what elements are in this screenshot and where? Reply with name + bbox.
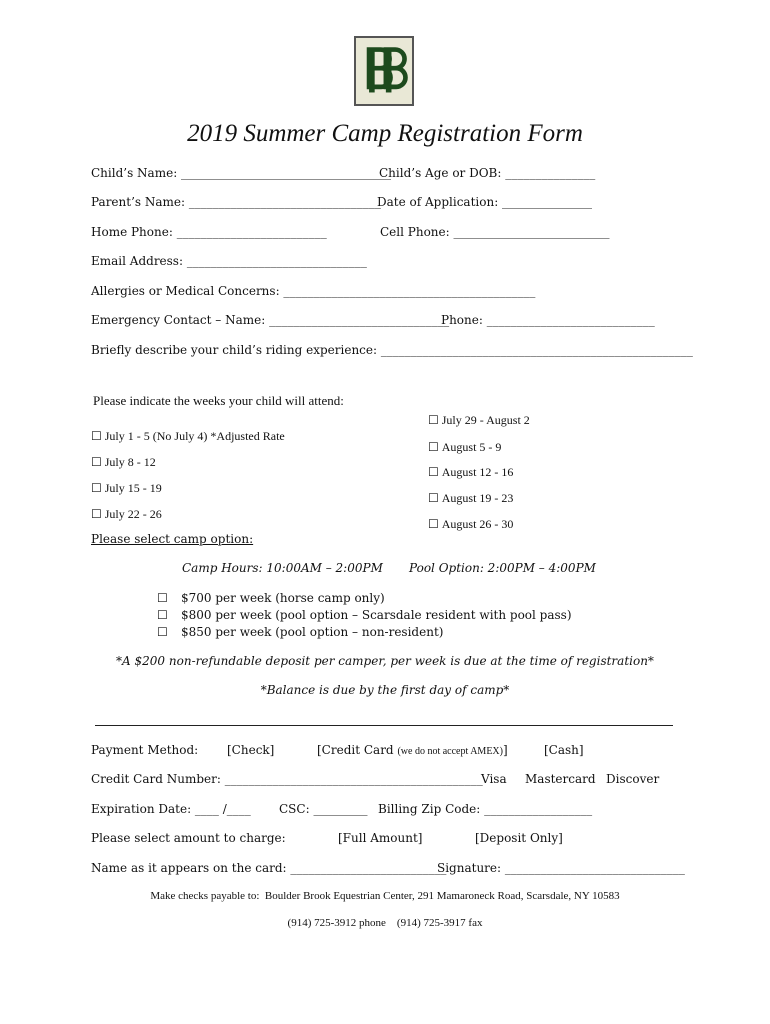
checkbox-icon[interactable]: ☐ [91, 429, 102, 443]
camp-option-checkbox-icon[interactable]: ☐ [157, 591, 168, 605]
payment-method-label: Payment Method: [91, 743, 199, 757]
checkbox-icon[interactable]: ☐ [428, 491, 439, 505]
camp-option-label-2: $850 per week (pool option – non-resident) [181, 625, 444, 639]
week-label: August 5 - 9 [441, 440, 502, 454]
week-label: July 22 - 26 [104, 507, 162, 521]
weeks-prompt: Please indicate the weeks your child will attend: [93, 393, 344, 408]
allergies-field[interactable]: Allergies or Medical Concerns: __________________________________________ [91, 284, 536, 298]
checkbox-icon[interactable]: ☐ [428, 517, 439, 531]
week-label: July 8 - 12 [104, 455, 156, 469]
discover-option[interactable]: Discover [606, 772, 660, 786]
credit-card-note: (we do not accept AMEX) [397, 746, 503, 757]
pool-hours: Pool Option: 2:00PM – 4:00PM [409, 561, 596, 575]
week-right-3[interactable] [428, 491, 513, 506]
week-right-2[interactable] [428, 465, 513, 480]
amount-label: Please select amount to charge: [91, 831, 286, 845]
week-right-0[interactable] [428, 413, 530, 428]
full-amount-option[interactable]: [Full Amount] [338, 831, 423, 845]
zip-field[interactable]: Billing Zip Code: __________________ [378, 802, 593, 816]
credit-card-close: ] [502, 743, 508, 757]
credit-card-option[interactable] [317, 743, 508, 757]
visa-option[interactable]: Visa [481, 772, 507, 786]
week-label: July 15 - 19 [104, 481, 162, 495]
riding-experience-field[interactable]: Briefly describe your child’s riding experience: ____________________________________________________ [91, 343, 693, 357]
credit-card-label: [Credit Card [317, 743, 394, 757]
payable-note: Make checks payable to: Boulder Brook Equestrian Center, 291 Mamaroneck Road, Scarsdale, NY 10583 [150, 890, 620, 902]
checkbox-icon[interactable]: ☐ [428, 440, 439, 454]
week-label: August 12 - 16 [441, 465, 514, 479]
bb-logo [354, 36, 414, 106]
balance-note: *Balance is due by the first day of camp* [260, 683, 510, 697]
week-left-2[interactable] [91, 481, 162, 496]
signature-field[interactable]: Signature: ______________________________ [437, 861, 685, 875]
checkbox-icon[interactable]: ☐ [91, 507, 102, 521]
parent-name-field[interactable]: Parent’s Name: ________________________________ [91, 195, 381, 209]
checkbox-icon[interactable]: ☐ [428, 465, 439, 479]
csc-field[interactable]: CSC: _________ [279, 802, 368, 816]
check-option[interactable]: [Check] [227, 743, 275, 757]
cash-option[interactable]: [Cash] [544, 743, 584, 757]
camp-hours: Camp Hours: 10:00AM – 2:00PM [182, 561, 383, 575]
deposit-only-option[interactable]: [Deposit Only] [475, 831, 563, 845]
email-field[interactable]: Email Address: ______________________________ [91, 254, 367, 268]
child-name-field[interactable]: Child’s Name: ___________________________________ [91, 166, 392, 180]
week-label: July 29 - August 2 [441, 413, 530, 427]
week-right-1[interactable] [428, 440, 501, 455]
week-label: July 1 - 5 (No July 4) *Adjusted Rate [104, 429, 285, 443]
cell-phone-field[interactable]: Cell Phone: __________________________ [380, 225, 610, 239]
contact-phones: (914) 725-3912 phone (914) 725-3917 fax [287, 917, 483, 929]
camp-option-checkbox-icon[interactable]: ☐ [157, 608, 168, 622]
emergency-name-field[interactable]: Emergency Contact – Name: ______________________________ [91, 313, 450, 327]
week-left-0[interactable] [91, 429, 285, 444]
checkbox-icon[interactable]: ☐ [91, 481, 102, 495]
week-label: August 19 - 23 [441, 491, 514, 505]
checkbox-icon[interactable]: ☐ [91, 455, 102, 469]
camp-option-label-0: $700 per week (horse camp only) [181, 591, 385, 605]
week-left-3[interactable] [91, 507, 162, 522]
name-on-card-field[interactable]: Name as it appears on the card: __________________________ [91, 861, 447, 875]
week-right-4[interactable] [428, 517, 513, 532]
form-title: 2019 Summer Camp Registration Form [187, 120, 583, 147]
home-phone-field[interactable]: Home Phone: _________________________ [91, 225, 327, 239]
checkbox-icon[interactable]: ☐ [428, 413, 439, 427]
child-age-field[interactable]: Child’s Age or DOB: _______________ [379, 166, 596, 180]
camp-option-label-1: $800 per week (pool option – Scarsdale resident with pool pass) [181, 608, 572, 622]
camp-option-checkbox-icon[interactable]: ☐ [157, 625, 168, 639]
week-left-1[interactable] [91, 455, 156, 470]
deposit-note: *A $200 non-refundable deposit per camper, per week is due at the time of registration* [116, 654, 654, 668]
card-number-field[interactable]: Credit Card Number: ___________________________________________ [91, 772, 483, 786]
bb-logo-icon [356, 38, 412, 104]
emergency-phone-field[interactable]: Phone: ____________________________ [441, 313, 655, 327]
mastercard-option[interactable]: Mastercard [525, 772, 596, 786]
expiration-field[interactable]: Expiration Date: ____ /____ [91, 802, 251, 816]
camp-option-label: Please select camp option: [91, 532, 254, 546]
section-divider [95, 725, 673, 726]
week-label: August 26 - 30 [441, 517, 514, 531]
date-application-field[interactable]: Date of Application: _______________ [377, 195, 593, 209]
